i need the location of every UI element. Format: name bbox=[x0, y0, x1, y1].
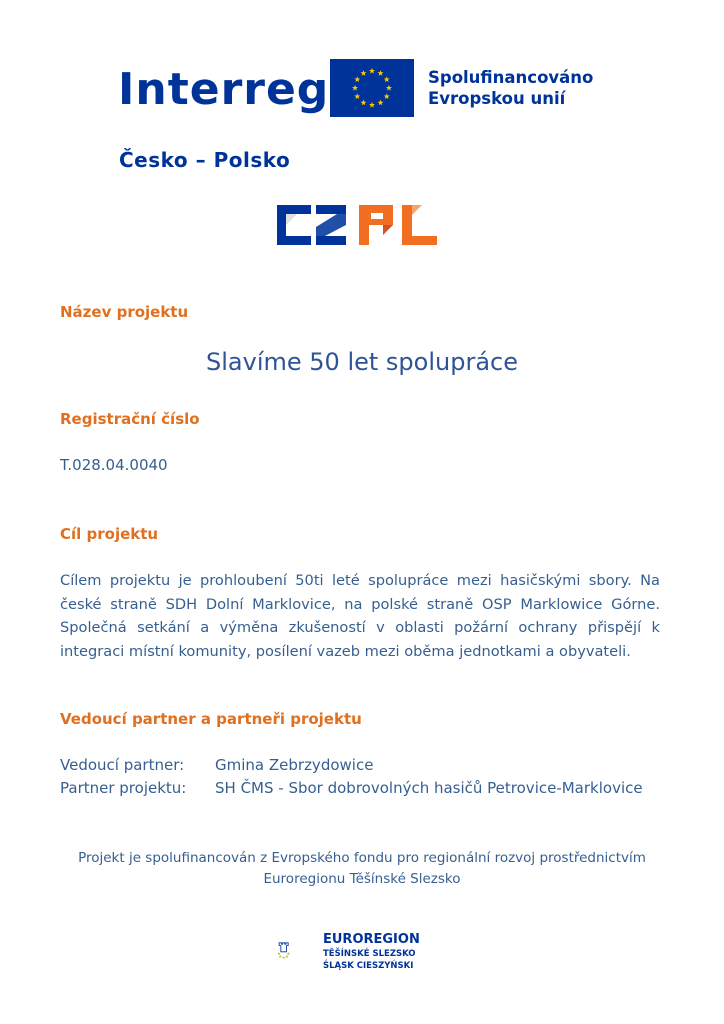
project-title: Slavíme 50 let spolupráce bbox=[206, 348, 518, 376]
cofunding-line2: Evropskou unií bbox=[428, 89, 566, 108]
goal-heading: Cíl projektu bbox=[60, 525, 159, 543]
registration-number: T.028.04.0040 bbox=[60, 456, 168, 474]
funding-note bbox=[40, 848, 684, 890]
registration-heading: Registrační číslo bbox=[60, 410, 200, 428]
goal-paragraph: Cílem projektu je prohloubení 50ti leté spolupráce mezi hasičskými sbory. Na české straně SDH Dolní Marklovice, na polské straně OSP Marklowice Górne. Společná setkání a výměna zkušeností v oblasti požární ochrany přispějí k integraci místní komunity, posílení vazeb mezi oběma jednotkami a obyvateli. bbox=[60, 572, 660, 660]
euroregion-tower-icon bbox=[278, 920, 326, 982]
lead-partner-value: Gmina Zebrzydowice bbox=[215, 756, 374, 774]
partners-heading: Vedoucí partner a partneři projektu bbox=[60, 710, 362, 728]
cofunding-line1: Spolufinancováno bbox=[428, 68, 594, 87]
project-partner-label: Partner projektu: bbox=[60, 779, 187, 797]
eu-cofunding-label bbox=[428, 67, 593, 109]
project-partner-value: SH ČMS - Sbor dobrovolných hasičů Petrovice-Marklovice bbox=[215, 779, 643, 797]
euroregion-logo-text bbox=[323, 932, 420, 972]
funding-note-line1: Projekt je spolufinancován z Evropského fondu pro regionální rozvoj prostřednictvím bbox=[78, 850, 646, 866]
project-partner-row bbox=[60, 779, 643, 797]
cz-pl-logo-icon bbox=[277, 205, 437, 245]
euroregion-line1: TĚŠÍNSKÉ SLEZSKO bbox=[323, 949, 416, 959]
euroregion-line2: ŚLĄSK CIESZYŃSKI bbox=[323, 961, 414, 971]
lead-partner-label: Vedoucí partner: bbox=[60, 756, 185, 774]
region-label: Česko – Polsko bbox=[119, 148, 291, 172]
interreg-logo-text: Interreg bbox=[118, 64, 330, 115]
lead-partner-row bbox=[60, 756, 373, 774]
project-name-heading: Název projektu bbox=[60, 303, 189, 321]
eu-flag-icon bbox=[330, 59, 414, 117]
euroregion-title: EUROREGION bbox=[323, 932, 420, 947]
funding-note-line2: Euroregionu Těšínské Slezsko bbox=[263, 871, 461, 887]
